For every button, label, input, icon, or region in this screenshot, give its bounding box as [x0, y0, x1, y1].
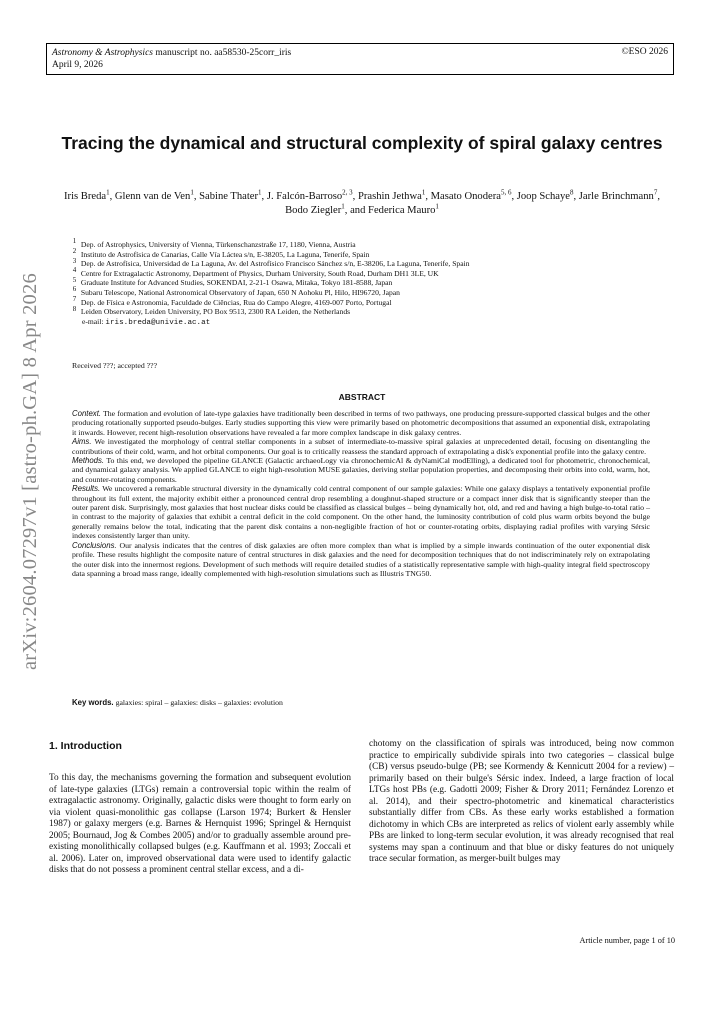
abstract-text: We uncovered a remarkable structural diversity in the dynamically cold central component of our sample galaxies: While one galaxy displays a tentatively exponential profile throughout its full extent, the majority exhibit either a pronounced central drop resembling a doughnut-shaped structure or a compact inner disk that is significantly steeper than the outer parent disk. Surprisingly, most galaxies that host nuclear disks could be classified as classical bulges – being dynamically hot, old, and red and having a high bulge-to-total ratio – in contrast to the majority of galaxies that exhibit a central deficit in the cold component. On the other hand, the luminosity contribution of cold plus warm orbits beyond the bulge generally remains below the total, indicating that the parent disk contains a non-negligible fraction of hot or counter-rotating orbits, displaying radial profiles with varying Sérsic indexes consistently larger than unity. [72, 484, 650, 541]
affiliation-text: Subaru Telescope, National Astronomical Observatory of Japan, 650 N Aohoku Pl, Hilo, HI96720, Japan [79, 287, 400, 297]
affiliation: $^3$ Dep. de Astrofísica, Universidad de La Laguna, Av. del Astrofísico Francisco Sánchez s/n, E-38206, La Laguna, Tenerife, Spain [72, 256, 470, 269]
author-affil-mark: 1 [341, 202, 345, 211]
abstract-label: Methods. [72, 456, 105, 466]
author: Sabine Thater [199, 191, 259, 202]
author-list: Iris Breda$^1$, Glenn van de Ven$^1$, Sabine Thater$^1$, J. Falcón-Barroso$^{2, 3}$, Prashin Jethwa$^1$, Masato Onodera$^{5, 6}$, Joop Schaye$^8$, Jarle Brinchmann$^7$, Bodo Ziegler$^1$, and Federica Mauro$^1$ [64, 188, 660, 216]
affiliation-text: Instituto de Astrofísica de Canarias, Calle Vía Láctea s/n, E-38205, La Laguna, Tenerife, Spain [79, 249, 370, 259]
affiliation-text: Centre for Extragalactic Astronomy, Department of Physics, Durham University, South Road, Durham DH1 3LE, UK [79, 268, 439, 278]
author-affil-mark: 1 [190, 188, 194, 197]
section-heading: 1. Introduction [49, 740, 122, 752]
affiliation: $^5$ Graduate Institute for Advanced Studies, SOKENDAI, 2-21-1 Osawa, Mitaka, Tokyo 181-8588, Japan [72, 275, 393, 288]
affiliation: $^8$ Leiden Observatory, Leiden University, PO Box 9513, 2300 RA Leiden, the Netherlands [72, 304, 351, 317]
abstract-text: We investigated the morphology of central stellar components in a subset of intermediate-to-massive spiral galaxies at unprecedented detail, focusing on disentangling the contributions of their cold, warm, and hot orbital components. Our goal is to critically reassess the standard approach of extrapolating a disk's exponential profile into the galaxy centre. [72, 437, 650, 456]
abstract-paragraph [72, 484, 650, 540]
abstract-text: Our analysis indicates that the centres of disk galaxies are often more complex than what is implied by a simple inwards continuation of the outer exponential disk profile. These results highlight the composite nature of central structures in disk galaxies and the need for decomposition techniques that do not indiscriminately rely on extrapolating the outer disk into the innermost regions. Development of such methods will require detailed studies of a statistically representative sample with high-quality integral field spectroscopy data spanning a broad mass range, ideally complemented with high-resolution simulations such as Illustris TNG50. [72, 540, 650, 578]
author-affil-mark: 5, 6 [500, 188, 512, 197]
manuscript-number: manuscript no. aa58530-25corr_iris [155, 48, 292, 58]
author-affil-mark: 1 [435, 202, 439, 211]
author: Joop Schaye [516, 191, 570, 202]
email-line [70, 317, 670, 329]
abstract-paragraph [72, 456, 650, 484]
affiliation: $^6$ Subaru Telescope, National Astronomical Observatory of Japan, 650 N Aohoku Pl, Hilo, HI96720, Japan [72, 285, 400, 297]
abstract-label: Results. [72, 484, 101, 494]
author: Masato Onodera [430, 191, 501, 202]
received-line: Received ???; accepted ??? [72, 361, 158, 370]
affiliation-text: Dep. de Astrofísica, Universidad de La Laguna, Av. del Astrofísico Francisco Sánchez s/n, E-38206, La Laguna, Tenerife, Spain [79, 259, 470, 269]
affiliation-text: Graduate Institute for Advanced Studies, SOKENDAI, 2-21-1 Osawa, Mitaka, Tokyo 181-8588, Japan [79, 278, 393, 288]
journal-name: Astronomy & Astrophysics [52, 48, 153, 58]
affiliation-text: Dep. de Física e Astronomia, Faculdade de Ciências, Rua do Campo Alegre, 4169-007 Porto, Portugal [79, 297, 392, 307]
running-header [46, 43, 674, 75]
paper-title: Tracing the dynamical and structural complexity of spiral galaxy centres [61, 133, 663, 153]
header-left [52, 47, 291, 71]
email-address[interactable]: iris.breda@univie.ac.at [105, 318, 211, 327]
intro-right-column: chotomy on the classification of spirals was introduced, being now common practice to empirically subdivide spirals into two categories – classical bulge (CB) versus pseudo-bulge (PB; see Kormendy & Kennicutt 2004 for a review) – primarily based on their bulge's Sérsic index. Indeed, a large fraction of local LTGs host PBs (e.g. Gadotti 2009; Fisher & Drory 2011; Fernández Lorenzo et al. 2014), and their spectro-photometric and kinematical characteristics substantially differ from CBs. As these early works established a formation dichotomy in which CBs are interpreted as relics of violent early assembly while PBs are linked to long-term secular evolution, it was already recognised that real systems may span a continuum and that blue or disky features do not uniquely trace secular formation, as merger-built bulges may [369, 739, 674, 865]
copyright: ©ESO 2026 [621, 47, 668, 57]
abstract-text: The formation and evolution of late-type galaxies have traditionally been described in terms of two pathways, one producing pressure-supported classical bulges and the other producing rotationally supported pseudo-bulges. Early studies supporting this view were primarily based on photometric decompositions that assumed an exponential disk, extrapolating it inwards. However, recent high-resolution observations have revealed a far more complex landscape in disk galaxy centres. [72, 409, 650, 437]
author-affil-mark: 8 [570, 188, 574, 197]
abstract-body [72, 409, 650, 578]
abstract-text: To this end, we developed the pipeline GLANCE (Galactic archaeoLogy via chronochemicAl & dyNamiCal modElling), a dedicated tool for photometric, chronochemical, and dynamical galaxy analysis. We applied GLANCE to eight high-resolution MUSE galaxies, deriving stellar population properties, and decomposing their orbits into cold, warm, hot, and counter-rotating components. [72, 456, 650, 484]
author: J. Falcón-Barroso [266, 191, 343, 202]
email-label: e-mail: [82, 316, 104, 326]
author: Glenn van de Ven [114, 191, 191, 202]
author-affil-mark: 1 [258, 188, 262, 197]
abstract-paragraph [72, 437, 650, 456]
abstract-label: Context. [72, 409, 102, 418]
affiliation-text: Dep. of Astrophysics, University of Vienna, Türkenschanzstraße 17, 1180, Vienna, Austria [79, 240, 356, 249]
author-affil-mark: 1 [421, 188, 426, 197]
author: Iris Breda [64, 191, 107, 202]
author-affil-mark: 7 [653, 188, 658, 197]
affiliation: $^4$ Centre for Extragalactic Astronomy, Department of Physics, Durham University, South Road, Durham DH1 3LE, UK [72, 266, 439, 278]
header-date: April 9, 2026 [52, 60, 103, 70]
abstract-paragraph [72, 541, 650, 579]
affiliation: $^2$ Instituto de Astrofísica de Canarias, Calle Vía Láctea s/n, E-38205, La Laguna, Tenerife, Spain [72, 247, 370, 259]
affiliation: $^1$ Dep. of Astrophysics, University of Vienna, Türkenschanzstraße 17, 1180, Vienna, Austria [72, 237, 356, 249]
author: Prashin Jethwa [357, 191, 422, 202]
abstract-label: Conclusions. [72, 540, 117, 550]
affiliation: $^7$ Dep. de Física e Astronomia, Faculdade de Ciências, Rua do Campo Alegre, 4169-007 Porto, Portugal [72, 295, 392, 307]
affiliations [70, 237, 670, 328]
keywords-label: Key words. [72, 698, 114, 707]
keywords-text: galaxies: spiral – galaxies: disks – galaxies: evolution [115, 698, 283, 707]
author: Federica Mauro [368, 205, 436, 216]
arxiv-stamp: arXiv:2604.07297v1 [astro-ph.GA] 8 Apr 2026 [19, 273, 41, 670]
affiliation-text: Leiden Observatory, Leiden University, PO Box 9513, 2300 RA Leiden, the Netherlands [79, 307, 351, 317]
author: Jarle Brinchmann [578, 191, 654, 202]
author-affil-mark: 2, 3 [342, 188, 353, 197]
keywords [72, 698, 650, 707]
author-affil-mark: 1 [106, 188, 110, 197]
intro-left-column: To this day, the mechanisms governing the formation and subsequent evolution of late-type galaxies (LTGs) remain a controversial topic within the realm of extragalactic astronomy. Originally, galactic disks were thought to form early on via violent quasi-monolithic gas collapse (Larson 1974; Burkert & Hensler 1987) or galaxy mergers (e.g. Barnes & Hernquist 1996; Springel & Hernquist 2005; Bournaud, Jog & Combes 2005) and/or to gradually assemble around pre-existing monolithically collapsed bulges (e.g. Kauffmann et al. 1993; Zoccali et al. 2006). Later on, improved observational data were used to identify galactic disks that do not possess a prominent central stellar excess, and a di- [49, 773, 351, 876]
abstract-label: Aims. [72, 437, 92, 447]
abstract-heading: ABSTRACT [338, 392, 386, 402]
page-footer: Article number, page 1 of 10 [579, 936, 675, 945]
abstract-paragraph [72, 409, 650, 437]
author: Bodo Ziegler [285, 205, 342, 216]
